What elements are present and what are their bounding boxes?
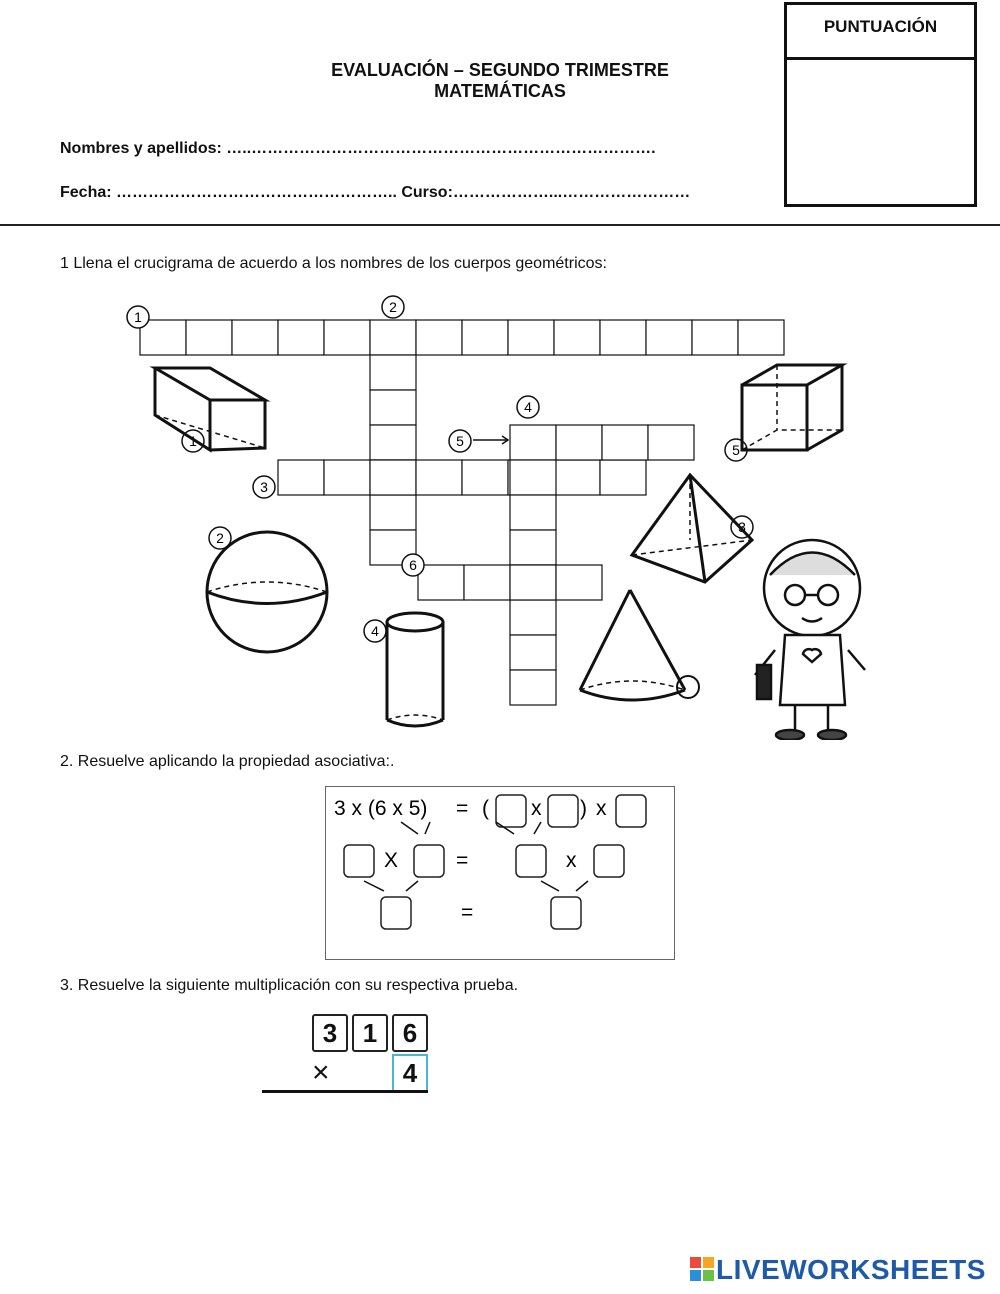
crossword-cell[interactable] (278, 460, 324, 495)
crossword-cell[interactable] (692, 320, 738, 355)
multiplication-problem (262, 1012, 432, 1102)
digit-box-tens: 1 (352, 1014, 388, 1052)
cone-icon (580, 590, 699, 700)
crossword-cell[interactable] (602, 425, 648, 460)
sphere-icon (207, 532, 327, 652)
crossword-cell[interactable] (370, 425, 416, 460)
clue-number: 2 (389, 299, 397, 315)
girl-illustration-icon (755, 540, 865, 740)
answer-box[interactable] (594, 845, 624, 877)
equals-sign-3: = (461, 901, 474, 924)
crossword-cell[interactable] (324, 460, 370, 495)
crossword-grid[interactable] (140, 320, 784, 705)
crossword-cell[interactable] (646, 320, 692, 355)
crossword-cell[interactable] (648, 425, 694, 460)
cube-icon (742, 365, 842, 450)
multiplier-box: 4 (392, 1054, 428, 1092)
digit-box-ones: 6 (392, 1014, 428, 1052)
geometric-figures (155, 365, 842, 726)
crossword-cell[interactable] (232, 320, 278, 355)
crossword-cell[interactable] (418, 565, 464, 600)
close-paren: ) (580, 797, 587, 820)
equals-sign-1: = (456, 797, 469, 820)
crossword-cell[interactable] (370, 390, 416, 425)
crossword-cell[interactable] (600, 460, 646, 495)
page-title (0, 60, 1000, 102)
answer-box[interactable] (548, 795, 578, 827)
crossword-cell[interactable] (600, 320, 646, 355)
prism-icon (155, 368, 265, 450)
crossword-cell[interactable] (462, 460, 508, 495)
crossword-cell[interactable] (370, 460, 416, 495)
clue-number: 2 (216, 530, 224, 546)
crossword-cell[interactable] (278, 320, 324, 355)
score-box (784, 2, 977, 207)
clue-number: 4 (371, 623, 379, 639)
equals-sign-2: = (456, 849, 469, 872)
clue-number: 5 (456, 433, 464, 449)
answer-box[interactable] (381, 897, 411, 929)
answer-box[interactable] (616, 795, 646, 827)
logo-text: LIVEWORKSHEETS (716, 1254, 986, 1285)
crossword-cell[interactable] (738, 320, 784, 355)
crossword-cell[interactable] (510, 600, 556, 635)
clue-number: 4 (524, 399, 532, 415)
question-2-prompt: 2. Resuelve aplicando la propiedad asociativa:. (60, 753, 395, 770)
digit-box-hundreds: 3 (312, 1014, 348, 1052)
crossword-cell[interactable] (554, 460, 600, 495)
open-paren: ( (482, 797, 489, 820)
answer-box[interactable] (414, 845, 444, 877)
clue-number: 6 (409, 557, 417, 573)
question-3-prompt: 3. Resuelve la siguiente multiplicación con su respectiva prueba. (60, 977, 519, 994)
question-1-prompt: 1 Llena el crucigrama de acuerdo a los nombres de los cuerpos geométricos: (60, 255, 607, 272)
cylinder-icon (387, 613, 443, 726)
times-sign-2: x (596, 797, 607, 820)
crossword-cell[interactable] (416, 320, 462, 355)
times-sign: × (312, 1056, 330, 1089)
clue-number: 3 (260, 479, 268, 495)
crossword-cell[interactable] (186, 320, 232, 355)
associative-diagram (326, 787, 674, 959)
crossword-cell[interactable] (416, 460, 462, 495)
times-sign-3: X (384, 849, 399, 872)
clue-number: 1 (189, 433, 197, 449)
times-sign-1: x (531, 797, 542, 820)
crossword-cell[interactable] (510, 565, 556, 600)
crossword-cell[interactable] (510, 670, 556, 705)
crossword-area (0, 290, 1000, 740)
associative-box (325, 786, 675, 960)
expression-text: 3 x (6 x 5) (334, 797, 428, 820)
crossword-cell[interactable] (508, 320, 554, 355)
crossword-cell[interactable] (370, 355, 416, 390)
crossword-cell[interactable] (462, 320, 508, 355)
liveworksheets-logo[interactable] (690, 1252, 986, 1288)
answer-box[interactable] (516, 845, 546, 877)
title-line-1: EVALUACIÓN – SEGUNDO TRIMESTRE (331, 60, 669, 80)
header-divider (0, 224, 1000, 226)
crossword-cell[interactable] (556, 565, 602, 600)
answer-box[interactable] (496, 795, 526, 827)
score-label: PUNTUACIÓN (787, 5, 974, 60)
crossword-cell[interactable] (464, 565, 510, 600)
name-field[interactable]: Nombres y apellidos: …..…………………………………………………………………. (60, 140, 656, 157)
times-sign-4: x (566, 849, 577, 872)
crossword-cell[interactable] (510, 530, 556, 565)
answer-box[interactable] (551, 897, 581, 929)
crossword-cell[interactable] (510, 495, 556, 530)
logo-icon (690, 1255, 716, 1285)
clue-number: 1 (134, 309, 142, 325)
crossword-cell[interactable] (370, 320, 416, 355)
crossword-cell[interactable] (370, 495, 416, 530)
title-line-2: MATEMÁTICAS (434, 81, 566, 101)
sum-line (262, 1090, 428, 1093)
clue-number: 5 (732, 442, 740, 458)
crossword-cell[interactable] (510, 460, 556, 495)
date-course-field[interactable]: Fecha: …………………………………………….. Curso:………………...…………………… (60, 184, 691, 201)
answer-box[interactable] (344, 845, 374, 877)
clue-number: 3 (738, 519, 746, 535)
crossword-cell[interactable] (510, 425, 556, 460)
crossword-cell[interactable] (140, 320, 186, 355)
crossword-cell[interactable] (324, 320, 370, 355)
crossword-cell[interactable] (554, 320, 600, 355)
crossword-cell[interactable] (510, 635, 556, 670)
crossword-cell[interactable] (556, 425, 602, 460)
